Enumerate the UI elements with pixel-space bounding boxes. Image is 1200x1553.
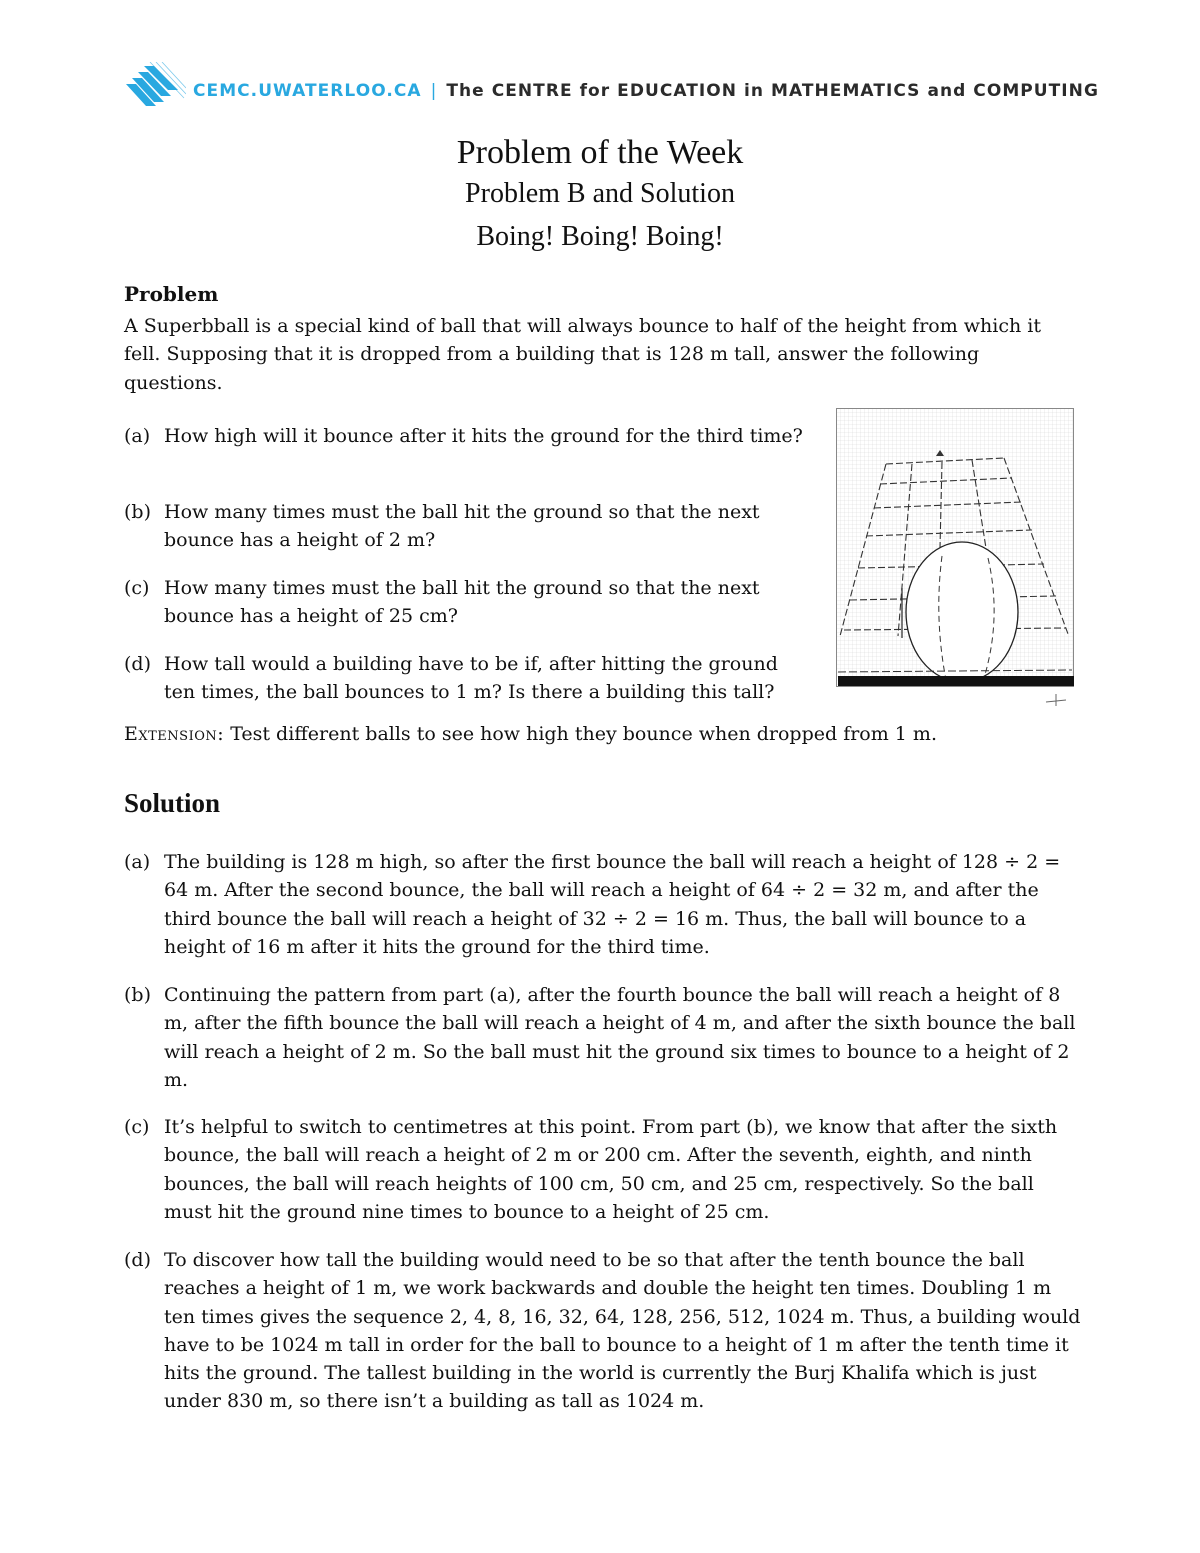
solution-label: (b) [124, 984, 151, 1006]
page-title: Problem of the Week [456, 134, 744, 171]
solution-text: Continuing the pattern from part (a), after the fourth bounce the ball will reach a height of 8 m, after the fifth bounce the ball will reach a height of 4 m, and after the sixth bounce the ball will reach a height of 2 m. So the ball must hit the ground six times to bounce to a height of 2 m. [164, 984, 1076, 1091]
problem-heading: Problem [124, 282, 219, 306]
question-text: How many times must the ball hit the ground so that the next bounce has a height of 25 cm? [164, 577, 760, 628]
solution-text: It’s helpful to switch to centimetres at this point. From part (b), we know that after the sixth bounce, the ball will reach a height of 2 m or 200 cm. After the seventh, eighth, and ninth bounces, the ball will reach heights of 100 cm, 50 cm, and 25 cm, respectively. So the ball must hit the ground nine times to bounce to a height of 25 cm. [164, 1116, 1058, 1223]
question-a [124, 422, 804, 450]
solution-text: The building is 128 m high, so after the first bounce the ball will reach a height of 128 ÷ 2 = 64 m. After the second bounce, the ball will reach a height of 64 ÷ 2 = 32 m, and after the third bounce the ball will reach a height of 32 ÷ 2 = 16 m. Thus, the ball will bounce to a height of 16 m after it hits the ground for the third time. [164, 851, 1061, 958]
question-text: How many times must the ball hit the ground so that the next bounce has a height of 2 m? [164, 501, 760, 552]
cemc-logo-icon [124, 62, 186, 114]
solution-text: To discover how tall the building would need to be so that after the tenth bounce the ball reaches a height of 1 m, we work backwards and double the height ten times. Doubling 1 m ten times gives the sequence 2, 4, 8, 16, 32, 64, 128, 256, 512, 1024 m. Thus, a building would have to be 1024 m tall in order for the ball to bounce to a height of 1 m after the tenth time it hits the ground. The tallest building in the world is currently the Burj Khalifa which is just under 830 m, so there isn’t a building as tall as 1024 m. [164, 1249, 1081, 1413]
page-header [124, 62, 1099, 122]
extension-label: Extension: [124, 723, 225, 745]
solution-d [124, 1246, 1084, 1416]
question-label: (a) [124, 425, 151, 447]
header-site[interactable]: CEMC.UWATERLOO.CA [193, 81, 422, 101]
extension [124, 720, 937, 748]
header-centre-name: The CENTRE for EDUCATION in MATHEMATICS and COMPUTING [446, 81, 1099, 101]
problem-name: Boing! Boing! Boing! [476, 221, 724, 252]
question-label: (d) [124, 653, 151, 675]
question-label: (c) [124, 577, 150, 599]
solution-label: (d) [124, 1249, 151, 1271]
question-c [124, 574, 804, 631]
header-separator: | [430, 81, 438, 101]
question-text: How tall would a building have to be if, after hitting the ground ten times, the ball bounces to 1 m? Is there a building this tall? [164, 653, 778, 704]
solution-heading: Solution [124, 788, 221, 818]
solution-label: (c) [124, 1116, 150, 1138]
ball-illustration-icon [836, 408, 1076, 708]
solution-b [124, 981, 1084, 1094]
solution-a [124, 848, 1084, 961]
question-b [124, 498, 804, 555]
question-text: How high will it bounce after it hits the ground for the third time? [164, 425, 803, 447]
problem-intro: A Superbball is a special kind of ball that will always bounce to half of the height from which it fell. Supposing that it is dropped from a building that is 128 m tall, answer the following questions. [124, 315, 1041, 394]
question-label: (b) [124, 501, 151, 523]
solution-label: (a) [124, 851, 151, 873]
question-d [124, 650, 804, 707]
solution-c [124, 1113, 1084, 1226]
page-subtitle: Problem B and Solution [465, 178, 735, 209]
header-text [193, 81, 1099, 101]
extension-text: Test different balls to see how high they bounce when dropped from 1 m. [230, 723, 937, 745]
